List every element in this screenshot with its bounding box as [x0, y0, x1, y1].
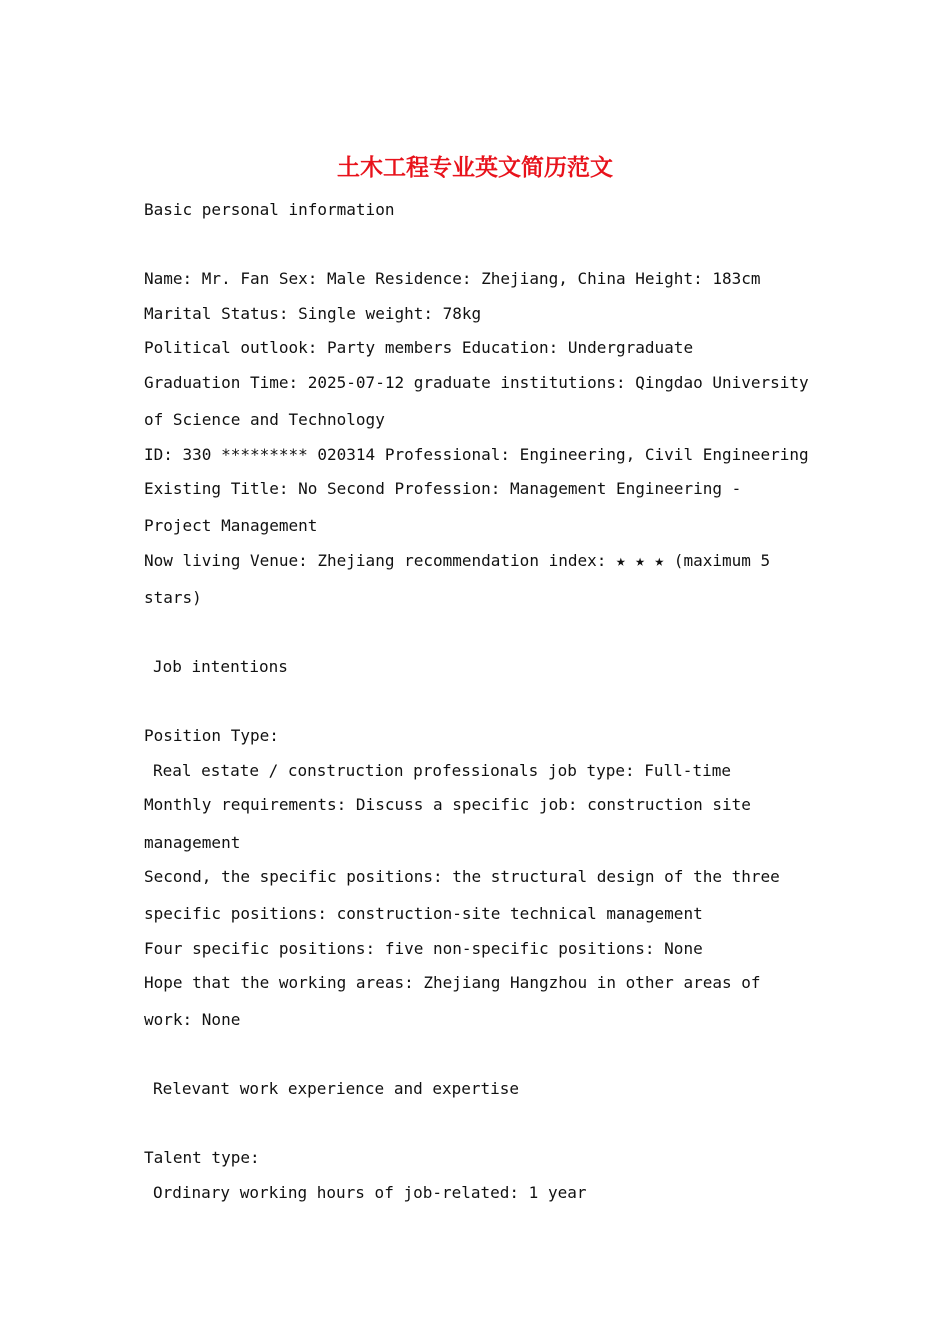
text-line: Real estate / construction professionals job type: Full-time: [153, 761, 731, 780]
text-line: Hope that the working areas: Zhejiang Hangzhou in other areas of: [144, 973, 761, 992]
section-heading-basic-info: Basic personal information: [144, 200, 395, 219]
text-line: ID: 330 ********* 020314 Professional: Engineering, Civil Engineering: [144, 445, 809, 464]
text-line: Four specific positions: five non-specific positions: None: [144, 939, 703, 958]
text-line: Talent type:: [144, 1148, 260, 1167]
text-line: Name: Mr. Fan Sex: Male Residence: Zhejiang, China Height: 183cm: [144, 269, 761, 288]
text-line: Ordinary working hours of job-related: 1 year: [153, 1183, 587, 1202]
text-line: management: [144, 833, 241, 852]
text-line: specific positions: construction-site technical management: [144, 904, 703, 923]
text-line: of Science and Technology: [144, 410, 385, 429]
text-line: Position Type:: [144, 726, 279, 745]
text-line: Political outlook: Party members Education: Undergraduate: [144, 338, 694, 357]
text-line: Second, the specific positions: the structural design of the three: [144, 867, 780, 886]
text-line: Graduation Time: 2025-07-12 graduate institutions: Qingdao University: [144, 373, 809, 392]
text-line: Existing Title: No Second Profession: Management Engineering -: [144, 479, 742, 498]
text-line: Marital Status: Single weight: 78kg: [144, 304, 482, 323]
text-line: Project Management: [144, 516, 318, 535]
section-heading-job-intentions: Job intentions: [153, 657, 288, 676]
document-title: 土木工程专业英文简历范文: [337, 154, 613, 181]
text-line: work: None: [144, 1010, 241, 1029]
text-line: stars): [144, 588, 202, 607]
text-line: Monthly requirements: Discuss a specific job: construction site: [144, 795, 751, 814]
section-heading-work-experience: Relevant work experience and expertise: [153, 1079, 520, 1098]
text-line-recommendation: Now living Venue: Zhejiang recommendation index: ★ ★ ★ (maximum 5: [144, 551, 771, 570]
